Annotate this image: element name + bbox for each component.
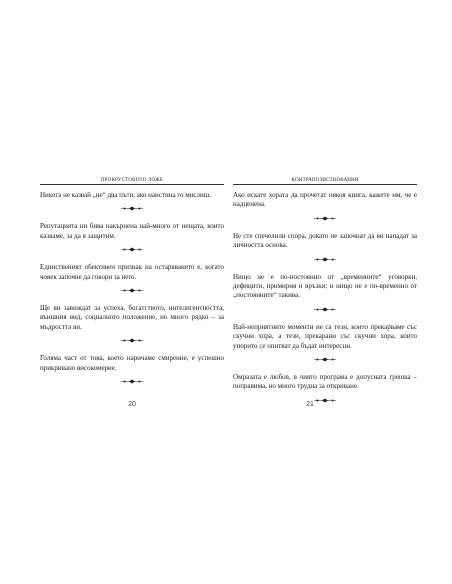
left-quote-4: Ще ви завиждат за успеха, богатството, интелигентността, външния вид, социалното положение, но много рядко – за мъдростта ви. [40,304,224,331]
right-quote-2: Не сте спечелили спора, докато не започнат да ви нападат за личността основа. [233,231,417,250]
left-quote-1: Никога не казвай „не“ два пъти, ако наистина го мислиш. [40,191,211,199]
ornament-divider-icon [314,257,336,262]
ornament-divider-icon [314,216,336,221]
right-quote-3: Нищо не е по-постоянно от „временните“ уговорки, дефицити, примирия и връзки; и нищо не е по-временно от „постоянните“ такива. [233,272,417,300]
ornament-divider-icon [121,379,143,384]
right-quote-4: Най-неприятните моменти не са тези, които прекарваме със скучни хора, а тези, прекарани със скучни хора, които упорито се опитват да бъдат интересни. [233,322,417,350]
right-running-header: КОНТРАПОЗИСТВОВАННЯ [233,178,417,185]
left-quote-5: Голяма част от това, което наричаме смирение, е успешно прикривано високомерие. [40,354,224,372]
right-page [233,178,417,414]
ornament-divider-icon [121,288,143,293]
left-page-number: 20 [128,401,136,408]
ornament-divider-icon [121,206,143,211]
left-page [40,178,224,395]
right-page-number: 21 [306,401,314,408]
left-running-header: ПРОКРУСТОВОТО ЛОЖЕ [40,178,224,185]
left-quote-3: Единственият обективен признак на остаряването е, когато човек започне да говори за него. [40,263,224,281]
right-quote-5: Омразата е любов, в чиято програма е допусната грешка – поправима, но много трудна за откриване. [233,373,417,391]
ornament-divider-icon [121,247,143,252]
ornament-divider-icon [314,357,336,362]
ornament-divider-icon [121,338,143,343]
ornament-divider-icon [314,307,336,312]
right-quote-1: Ако искате хората да прочетат някоя книга, кажете им, че е надценена. [233,191,417,209]
left-quote-2: Репутацията ни бива накърнена най-много от нещата, които казваме, за да я защитим. [40,222,224,240]
